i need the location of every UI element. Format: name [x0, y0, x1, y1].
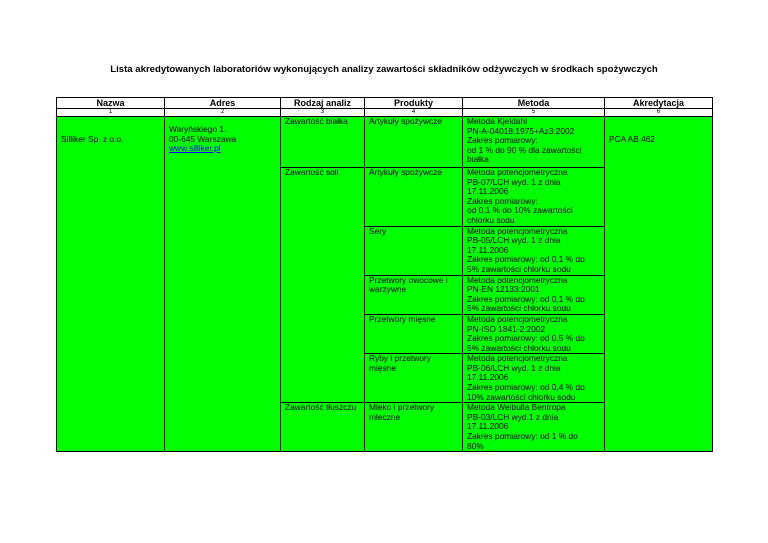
method-line: Metoda potencjometryczna: [467, 225, 568, 236]
method-line: Zakres pomiarowy: od 0,1 % do: [467, 293, 585, 304]
header-produkty: Produkty: [365, 98, 463, 109]
column-number: 4: [365, 109, 463, 117]
analysis-salt: Zawartość soli: [285, 167, 339, 177]
method-line: Zakres pomiarowy: od 0,5 % do: [467, 333, 585, 344]
method-line: od 1 % do 90 % dla zawartości: [467, 144, 582, 155]
column-number: 3: [281, 109, 365, 117]
method-line: Zakres pomiarowy:: [467, 195, 538, 206]
column-number: 1: [57, 109, 165, 117]
product-cell: Ryby i przetwory mięsne: [365, 354, 463, 403]
method-line: 80%: [467, 440, 484, 451]
column-number: 5: [463, 109, 605, 117]
method-cell: [463, 275, 605, 314]
method-line: Metoda potencjometryczna: [467, 353, 568, 364]
method-cell: [463, 168, 605, 227]
method-line: 5% zawartości chlorku sodu: [467, 342, 571, 353]
website-link[interactable]: www.silliker.pl: [169, 143, 221, 154]
lab-address-cell: [165, 117, 281, 452]
method-line: 5% zawartości chlorku sodu: [467, 263, 571, 274]
analysis-cell: [281, 403, 365, 452]
lab-name-cell: [57, 117, 165, 452]
header-nazwa: Nazwa: [57, 98, 165, 109]
header-metoda: Metoda: [463, 98, 605, 109]
column-number: 2: [165, 109, 281, 117]
product-cell: Artykuły spożywcze: [365, 117, 463, 168]
method-line: PN-A-04018:1975+Az3:2002: [467, 125, 575, 136]
header-rodzaj-analiz: Rodzaj analiz: [281, 98, 365, 109]
method-cell: [463, 226, 605, 275]
document-title: Lista akredytowanych laboratoriów wykonujących analizy zawartości składników odżywczych w środkach spożywczych: [110, 64, 658, 75]
column-number: 6: [605, 109, 713, 117]
analysis-fat: Zawartość tłuszczu: [285, 402, 357, 413]
analysis-cell: [281, 168, 365, 403]
product-cell: Mleko i przetwory mleczne: [365, 403, 463, 452]
method-line: Metoda potencjometryczna: [467, 313, 568, 324]
method-line: Zakres pomiarowy: od 0,1 % do: [467, 254, 585, 265]
product-cell: Artykuły spożywcze: [365, 168, 463, 227]
accreditation-code: PCA AB 462: [609, 134, 656, 144]
address-city: 00-645 Warszawa: [169, 133, 237, 144]
method-line: Metoda potencjometryczna: [467, 167, 568, 177]
analysis-protein: Zawartość białka: [285, 116, 348, 126]
method-line: PB-03/LCH wyd.1 z dnia: [467, 411, 559, 422]
accreditation-table: [56, 97, 713, 452]
method-line: chlorku sodu: [467, 214, 515, 225]
address-street: Waryńskiego 1.: [169, 124, 227, 134]
header-adres: Adres: [165, 98, 281, 109]
lab-name: Silliker Sp. z o.o.: [61, 134, 124, 144]
method-line: PB-06/LCH wyd. 1 z dnia: [467, 362, 561, 373]
table-row: [57, 117, 713, 168]
method-line: Metoda potencjometryczna: [467, 274, 568, 285]
method-line: 17.11.2006: [467, 244, 509, 255]
method-line: PB-07/LCH wyd. 1 z dnia: [467, 176, 561, 187]
method-line: od 0,1 % do 10% zawartości: [467, 205, 573, 216]
header-akredytacja: Akredytacja: [605, 98, 713, 109]
method-line: Zakres pomiarowy:: [467, 135, 538, 146]
method-line: PN-ISO 1841-2:2002: [467, 323, 546, 334]
method-line: Zakres pomiarowy: od 0,4 % do: [467, 382, 585, 393]
header-row: [57, 98, 713, 109]
product-cell: Przetwory mięsne: [365, 314, 463, 353]
method-cell: [463, 354, 605, 403]
method-cell: [463, 314, 605, 353]
method-line: białka: [467, 154, 489, 165]
method-line: Metoda Weibulla Bentropa: [467, 402, 566, 413]
product-cell: Sery: [365, 226, 463, 275]
method-line: PN-EN 12133:2001: [467, 284, 540, 295]
analysis-cell: [281, 117, 365, 168]
method-line: 17.11.2006: [467, 372, 509, 383]
method-line: PB-05/LCH wyd. 1 z dnia: [467, 235, 561, 246]
method-cell: [463, 117, 605, 168]
method-line: Zakres pomiarowy: od 1 % do: [467, 431, 578, 442]
product-cell: Przetwory owocowe i warzywne: [365, 275, 463, 314]
method-line: 17.11.2006: [467, 421, 509, 432]
method-cell: [463, 403, 605, 452]
method-line: 5% zawartości chlorku sodu: [467, 303, 571, 314]
method-line: 17.11.2006: [467, 186, 509, 197]
method-line: Metoda Kjeldahl: [467, 116, 528, 126]
method-line: 10% zawartości chlorku sodu: [467, 391, 576, 402]
accreditation-cell: [605, 117, 713, 452]
